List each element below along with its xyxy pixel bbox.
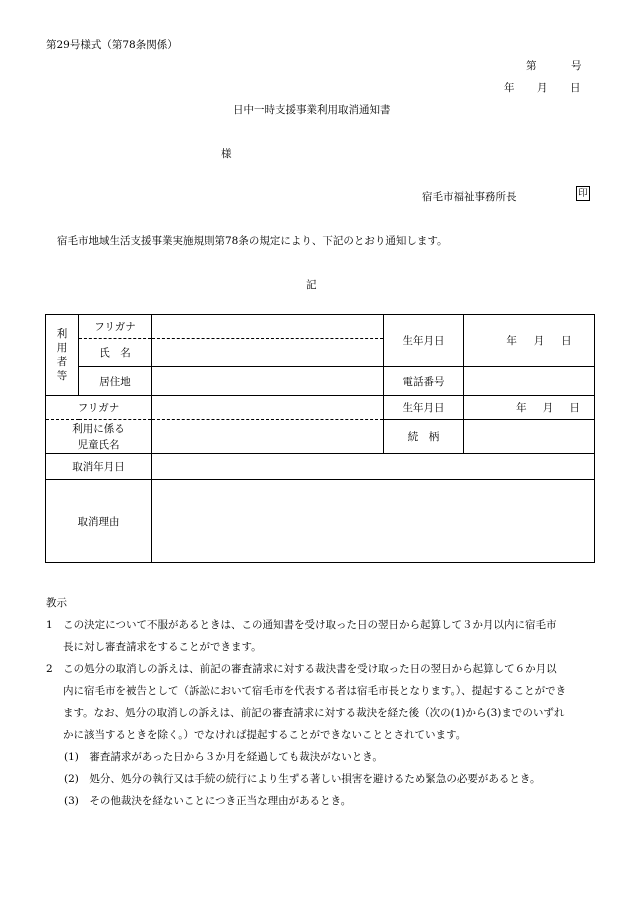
notice-subitem: (1) 審査請求があった日から３か月を経過しても裁決がないとき。	[64, 751, 383, 763]
child-name-field[interactable]	[152, 420, 384, 454]
addressee-suffix: 様	[221, 148, 232, 160]
name-label: 氏 名	[79, 339, 152, 367]
birthdate-field[interactable]: 年 月 日	[464, 315, 595, 367]
notice-line: 1 この決定について不服があるときは、この通知書を受け取った日の翌日から起算して３か月以内に宿毛市	[46, 619, 557, 631]
child-furigana-field[interactable]	[152, 396, 384, 420]
cancel-reason-field[interactable]	[152, 480, 595, 563]
cancel-reason-label: 取消理由	[46, 480, 152, 563]
issue-date-year: 年	[504, 82, 515, 94]
notice-line: 内に宿毛市を被告として（訴訟において宿毛市を代表する者は宿毛市長となります。）、提起することができ	[63, 685, 567, 697]
cancel-date-label: 取消年月日	[46, 454, 152, 480]
name-field[interactable]	[152, 339, 384, 367]
notice-subitem: (3) その他裁決を経ないことにつき正当な理由があるとき。	[64, 795, 352, 807]
phone-label: 電話番号	[384, 367, 464, 396]
furigana-label: フリガナ	[79, 315, 152, 339]
notice-line: かに該当するときを除く。）でなければ提起することができないこととされています。	[63, 729, 467, 741]
cancellation-form-table	[45, 314, 595, 563]
child-birthdate-label: 生年月日	[384, 396, 464, 420]
notice-heading: 教示	[46, 597, 67, 609]
form-number: 第29号様式（第78条関係）	[46, 39, 178, 51]
document-number-suffix: 号	[571, 60, 582, 72]
cancel-date-field[interactable]	[152, 454, 595, 480]
furigana-field[interactable]	[152, 315, 384, 339]
child-birthdate-field[interactable]: 年 月 日	[464, 396, 595, 420]
relation-field[interactable]	[464, 420, 595, 454]
document-title: 日中一時支援事業利用取消通知書	[233, 104, 391, 116]
address-field[interactable]	[152, 367, 384, 396]
issue-date-month: 月	[537, 82, 548, 94]
address-label: 居住地	[79, 367, 152, 396]
notice-line: 長に対し審査請求をすることができます。	[63, 641, 262, 653]
birthdate-label: 生年月日	[384, 315, 464, 367]
intro-text: 宿毛市地域生活支援事業実施規則第78条の規定により、下記のとおり通知します。	[57, 235, 448, 247]
child-name-label: 利用に係る 児童氏名	[46, 420, 152, 454]
seal-stamp: 印	[576, 186, 590, 201]
child-furigana-label: フリガナ	[46, 396, 152, 420]
issue-date-day: 日	[570, 82, 581, 94]
notice-subitem: (2) 処分、処分の執行又は手続の続行により生ずる著しい損害を避けるため緊急の必要があるとき。	[64, 773, 541, 785]
notice-line: ます。なお、処分の取消しの訴えは、前記の審査請求に対する裁決を経た後（次の(1)から(3)までのいずれ	[63, 707, 565, 719]
sender-name: 宿毛市福祉事務所長	[422, 191, 517, 203]
relation-label: 続 柄	[384, 420, 464, 454]
document-number-label: 第	[526, 60, 537, 72]
notice-line: 2 この処分の取消しの訴えは、前記の審査請求に対する裁決書を受け取った日の翌日から起算して６か月以	[46, 663, 557, 675]
ki-heading: 記	[306, 279, 317, 291]
user-group-label: 利用者等	[46, 315, 79, 396]
phone-field[interactable]	[464, 367, 595, 396]
